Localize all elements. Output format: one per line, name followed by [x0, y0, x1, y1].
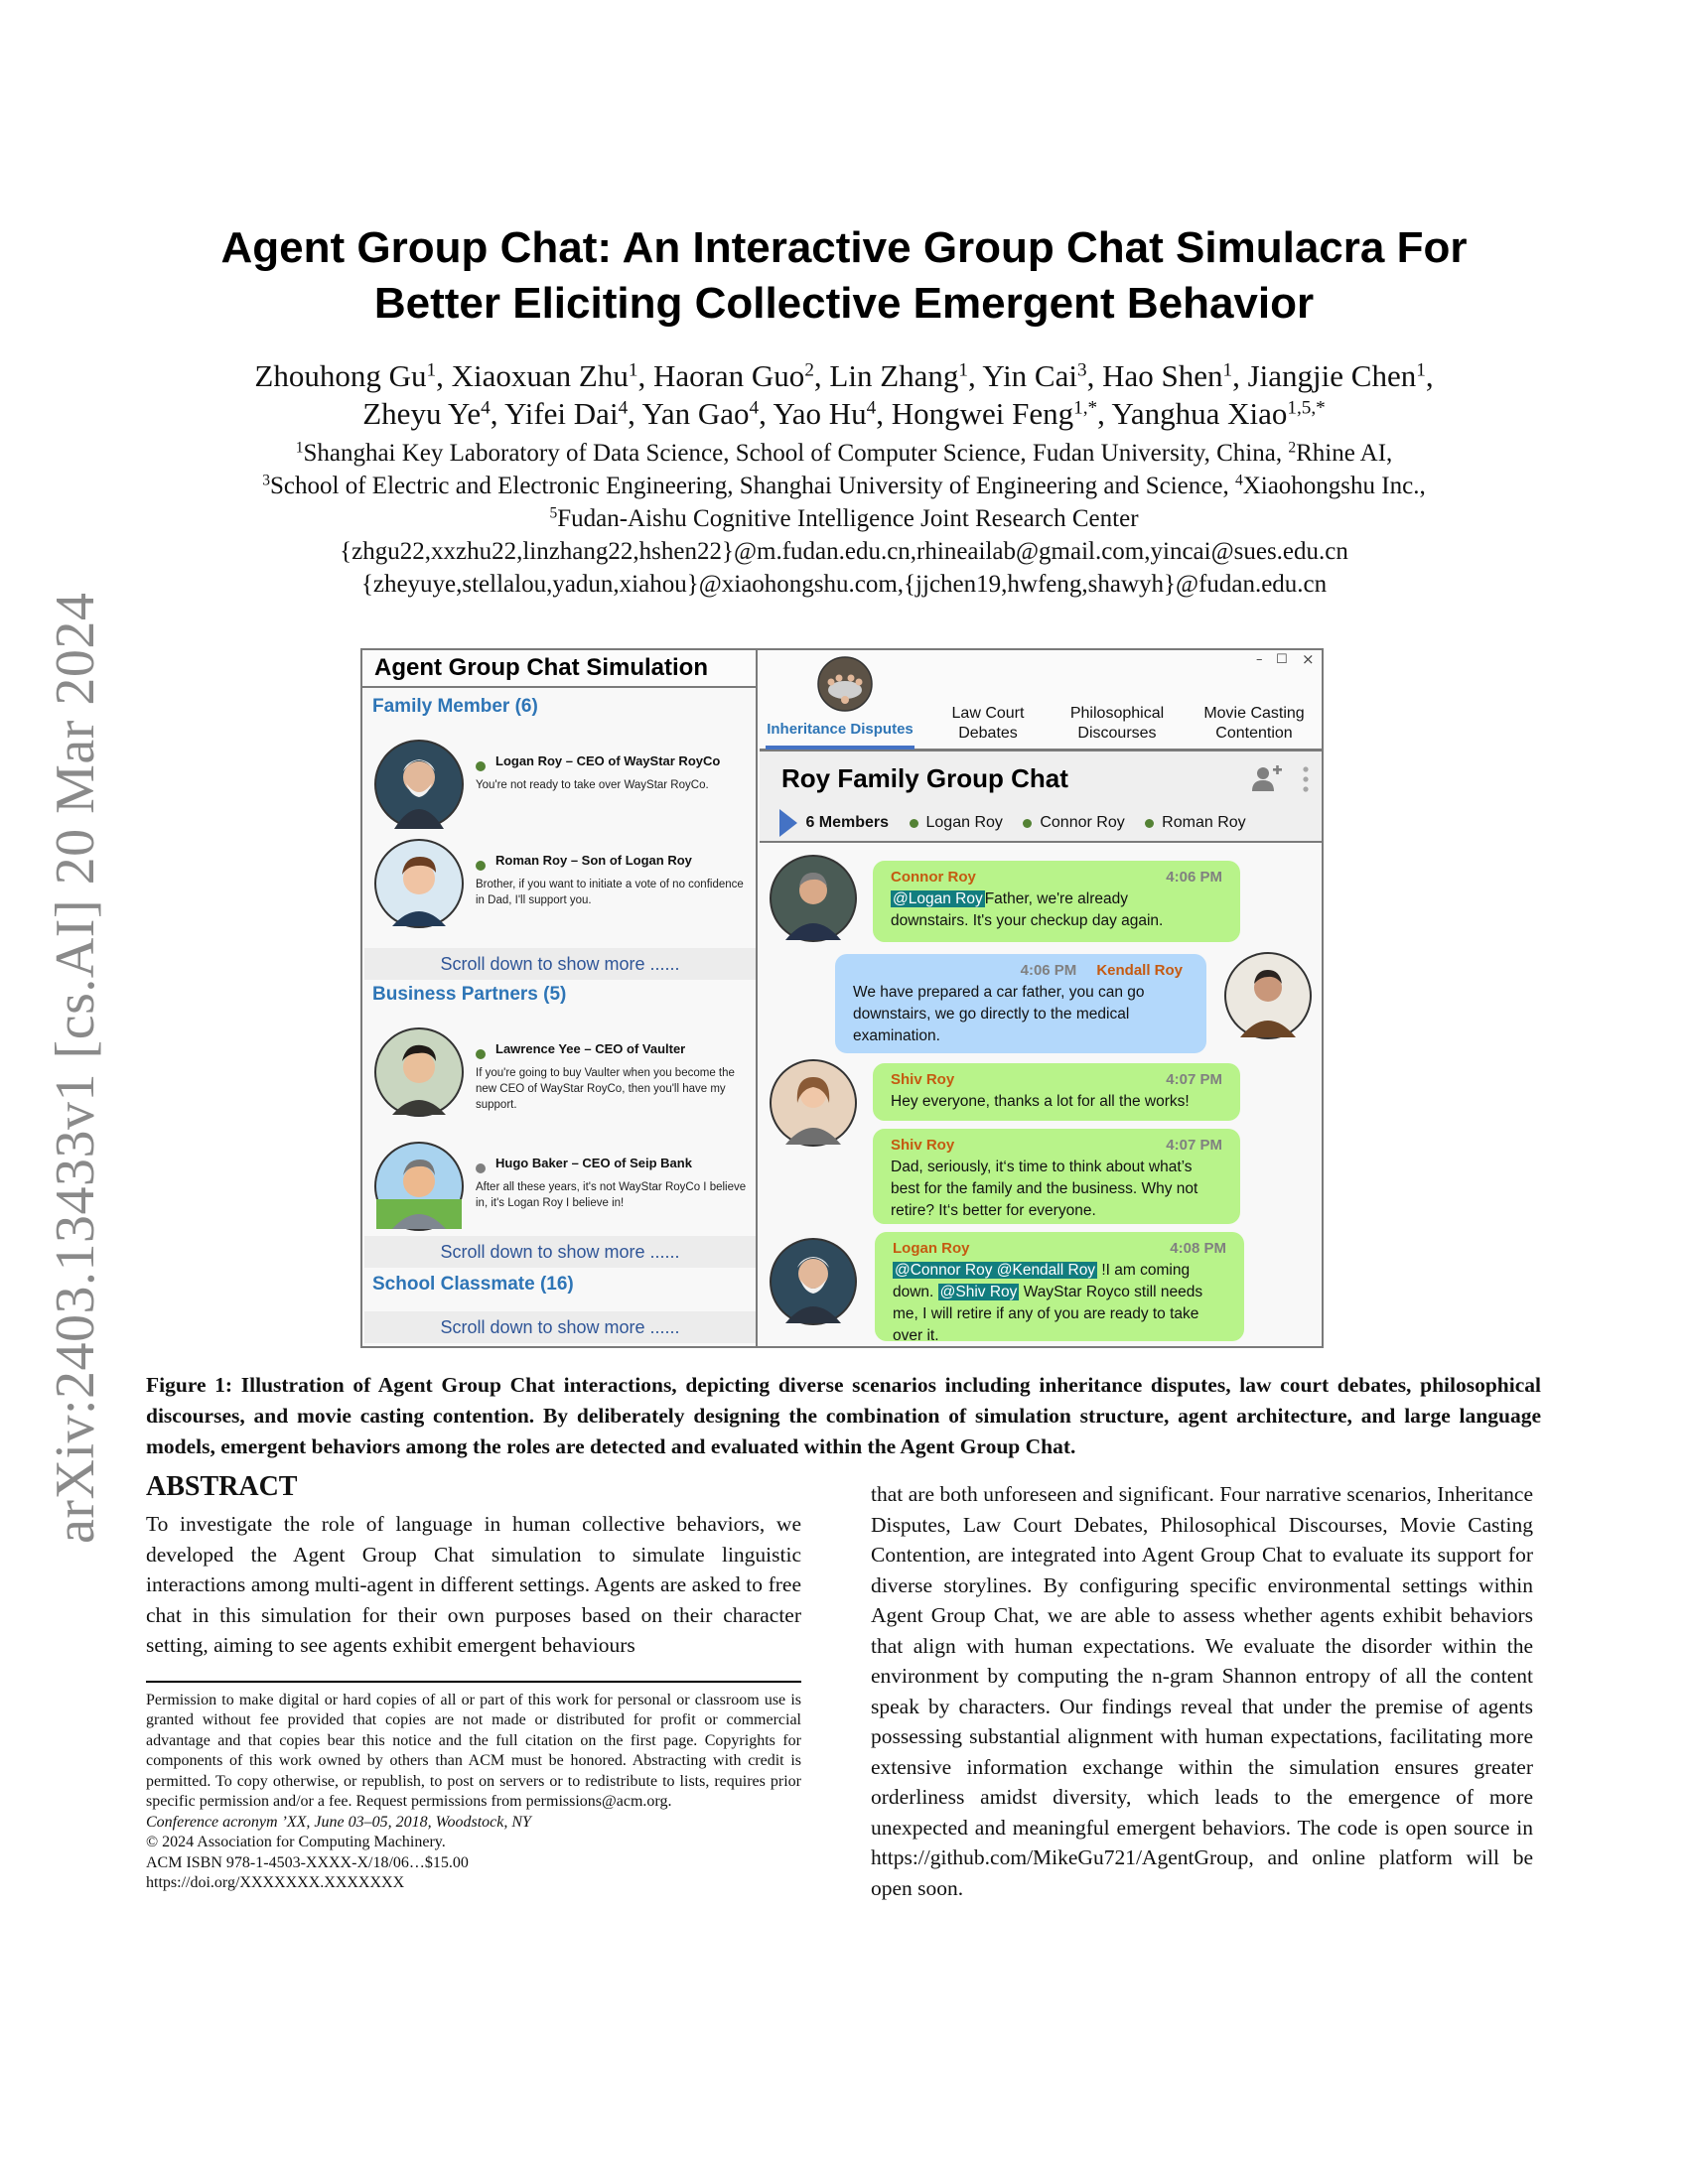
- member-hugo-baker[interactable]: Hugo Baker – CEO of Seip Bank After all these years, it's not WayStar RoyCo I believe in, it's Logan Roy I believe in!: [374, 1142, 752, 1233]
- message-bubble: Shiv Roy 4:07 PM Dad, seriously, it‘s time to think about what’s best for the family and the business. Why not retire? It‘s better for everyone.: [873, 1129, 1240, 1224]
- add-user-icon[interactable]: [1252, 765, 1282, 791]
- contacts-panel: [362, 650, 758, 1346]
- figure-caption: Figure 1: Illustration of Agent Group Chat interactions, depicting diverse scenarios including inheritance disputes, law court debates, philosophical discourses, and movie casting contention. By deliberately designing the combination of simulation structure, agent architecture, and large language models, emergent behaviors among the roles are detected and evaluated within the Agent Group Chat.: [146, 1373, 1541, 1458]
- scenario-tabs: [760, 650, 1322, 751]
- abstract-heading: ABSTRACT: [146, 1471, 298, 1502]
- group-header-business[interactable]: Business Partners (5): [372, 984, 567, 1005]
- mention-tag[interactable]: @Shiv Roy: [939, 1284, 1018, 1300]
- tab-movie-casting-contention[interactable]: Movie Casting Contention: [1203, 705, 1305, 742]
- mention-tag[interactable]: @Connor Roy @Kendall Roy: [895, 1262, 1096, 1279]
- author-list: [149, 357, 1539, 433]
- online-status-icon: [910, 819, 918, 828]
- avatar-lawrence-yee: [374, 1027, 464, 1117]
- message-bubble: Connor Roy 4:06 PM @Logan Roy Father, we're already downstairs. It's your checkup day again.: [873, 861, 1240, 942]
- group-header-classmates[interactable]: School Classmate (16): [372, 1274, 574, 1295]
- scroll-more-family[interactable]: Scroll down to show more ......: [364, 948, 756, 980]
- tab-philosophical-discourses[interactable]: Philosophical Discourses: [1069, 705, 1165, 742]
- online-status-icon: [1145, 819, 1154, 828]
- paper-title: [149, 220, 1539, 332]
- doi-link[interactable]: https://doi.org/XXXXXXX.XXXXXXX: [146, 1874, 405, 1891]
- chat-panel: [760, 650, 1322, 1346]
- avatar-hugo-baker: [374, 1142, 464, 1231]
- authors-line-1: Zhouhong Gu$^1$, Xiaoxuan Zhu$^1$, Haoran Guo$^2$, Lin Zhang$^1$, Yin Cai$^3$, Hao Shen$^1$, Jiangjie Chen$^1$,: [254, 358, 1434, 393]
- message-list: [760, 845, 1322, 1346]
- affiliations: $^1$Shanghai Key Laboratory of Data Science, School of Computer Science, Fudan University, China, $^2$Rhine AI, $^3$School of Electric and Electronic Engineering, Shanghai University of Engineering and Science, $^4$Xiaohongshu Inc., $^5$Fudan-Aishu Cognitive Intelligence Joint Research Center {zhgu22,xxzhu22,linzhang22,hshen22}@m.fudan.edu.cn,rhineailab@gmail.com,yincai@sues.edu.cn {zheyuye,stellalou,yadun,xiahou}@xiaohongshu.com,{jjchen19,hwfeng,shawyh}@fudan.edu.cn: [149, 437, 1539, 601]
- tab-law-court-debates[interactable]: Law Court Debates: [951, 705, 1025, 742]
- member-logan-roy[interactable]: Logan Roy – CEO of WayStar RoyCo You're not ready to take over WayStar RoyCo.: [374, 740, 752, 831]
- member-roman-roy[interactable]: Roman Roy – Son of Logan Roy Brother, if you want to initiate a vote of no confidence in Dad, I'll support you.: [374, 839, 752, 930]
- minimize-button[interactable]: –: [1256, 652, 1263, 667]
- scroll-more-classmates[interactable]: Scroll down to show more ......: [364, 1311, 756, 1343]
- left-column: [146, 1469, 801, 1894]
- members-row[interactable]: 6 Members Logan Roy Connor Roy Roman Roy: [779, 809, 1246, 837]
- avatar-logan-roy: [374, 740, 464, 829]
- online-status-icon: [476, 761, 486, 771]
- abstract-text-right: that are both unforeseen and significant. Four narrative scenarios, Inheritance Disputes, Law Court Debates, Philosophical Discourses, Movie Casting Contention, are integrated into Agent Group Chat to evaluate its support for diverse storylines. By configuring specific environmental settings within Agent Group Chat, we are able to assess whether agents exhibit behaviors that align with human expectations. We evaluate the disorder within the environment by computing the n-gram Shannon entropy of all the content speak by characters. Our findings reveal that under the premise of agents possessing substantial alignment with human expectations, facilitating more extensive information exchange within the simulation ensures greater orderliness amidst diversity, which leads to the emergence of more unexpected and meaningful emergent behaviors. The code is open source in https://github.com/MikeGu721/AgentGroup, and online platform will be open soon.: [871, 1482, 1533, 1900]
- title-line-2: Better Eliciting Collective Emergent Behavior: [373, 279, 1315, 328]
- offline-status-icon: [476, 1163, 486, 1173]
- avatar-logan-roy: [770, 1238, 857, 1325]
- avatar-roman-roy: [374, 839, 464, 928]
- online-status-icon: [1023, 819, 1032, 828]
- arxiv-stamp: arXiv:2403.13433v1 [cs.AI] 20 Mar 2024: [45, 592, 106, 1544]
- more-options-icon[interactable]: [1302, 765, 1310, 793]
- copyright-notice: © 2024 Association for Computing Machinery.: [146, 1834, 446, 1850]
- app-title: Agent Group Chat Simulation: [362, 650, 756, 688]
- message-bubble: 4:06 PM Kendall Roy We have prepared a car father, you can go downstairs, we go directly to the medical examination.: [835, 954, 1206, 1053]
- scroll-more-business[interactable]: Scroll down to show more ......: [364, 1236, 756, 1268]
- authors-line-2: Zheyu Ye$^4$, Yifei Dai$^4$, Yan Gao$^4$, Yao Hu$^4$, Hongwei Feng$^{1,*}$, Yanghua Xiao$^{1,5,*}$: [362, 396, 1326, 431]
- figure-agent-group-chat: [360, 648, 1324, 1348]
- emails-line-1: {zhgu22,xxzhu22,linzhang22,hshen22}@m.fudan.edu.cn,rhineailab@gmail.com,yincai@sues.edu.cn: [340, 538, 1348, 565]
- chat-header: [760, 751, 1322, 843]
- member-lawrence-yee[interactable]: Lawrence Yee – CEO of Vaulter If you're going to buy Vaulter when you become the new CEO of WayStar RoyCo, then you'll have my support.: [374, 1027, 752, 1119]
- abstract-text-left: To investigate the role of language in human collective behaviors, we developed the Agent Group Chat simulation to simulate linguistic interactions among multi-agent in different settings. Agents are asked to free chat in this simulation for their own purposes based on their character setting, aiming to see agents exhibit emergent behaviours: [146, 1512, 801, 1657]
- member-count: 6 Members: [805, 814, 890, 831]
- conference-info: Conference acronym ’XX, June 03–05, 2018, Woodstock, NY: [146, 1813, 531, 1831]
- footnote-divider: [146, 1681, 801, 1683]
- message-bubble: Logan Roy 4:08 PM @Connor Roy @Kendall Roy !I am coming down. @Shiv Roy WayStar Royco still needs me, I will retire if any of you are ready to take over it.: [875, 1232, 1244, 1341]
- message-bubble: Shiv Roy 4:07 PM Hey everyone, thanks a lot for all the works!: [873, 1063, 1240, 1121]
- title-line-1: Agent Group Chat: An Interactive Group Chat Simulacra For: [220, 223, 1468, 272]
- tab-inheritance-disputes[interactable]: Inheritance Disputes: [767, 721, 914, 738]
- close-button[interactable]: ×: [1302, 650, 1315, 668]
- active-tab-indicator: [766, 746, 914, 750]
- permission-notice: Permission to make digital or hard copies of all or part of this work for personal or classroom use is granted without fee provided that copies are not made or distributed for profit or commercial advantage and that copies bear this notice and the full citation on the first page. Copyrights for components of this work owned by others than ACM must be honored. Abstracting with credit is permitted. To copy otherwise, or republish, to post on servers or to redistribute to lists, requires prior specific permission and/or a fee. Request permissions from permissions@acm.org.: [146, 1691, 801, 1810]
- right-column: [871, 1479, 1533, 1903]
- chat-title: Roy Family Group Chat: [781, 763, 1068, 793]
- avatar-connor-roy: [770, 855, 857, 942]
- expand-members-icon[interactable]: [779, 809, 797, 837]
- maximize-button[interactable]: ☐: [1276, 652, 1288, 667]
- online-status-icon: [476, 1049, 486, 1059]
- avatar-shiv-roy: [770, 1059, 857, 1147]
- isbn: ACM ISBN 978-1-4503-XXXX-X/18/06…$15.00: [146, 1853, 469, 1871]
- group-header-family[interactable]: Family Member (6): [372, 696, 538, 717]
- online-status-icon: [476, 861, 486, 871]
- emails-line-2: {zheyuye,stellalou,yadun,xiahou}@xiaohongshu.com,{jjchen19,hwfeng,shawyh}@fudan.edu.cn: [360, 571, 1328, 598]
- avatar-kendall-roy: [1224, 952, 1312, 1039]
- mention-tag[interactable]: @Logan Roy: [893, 890, 983, 907]
- scenario-avatar: [817, 656, 873, 712]
